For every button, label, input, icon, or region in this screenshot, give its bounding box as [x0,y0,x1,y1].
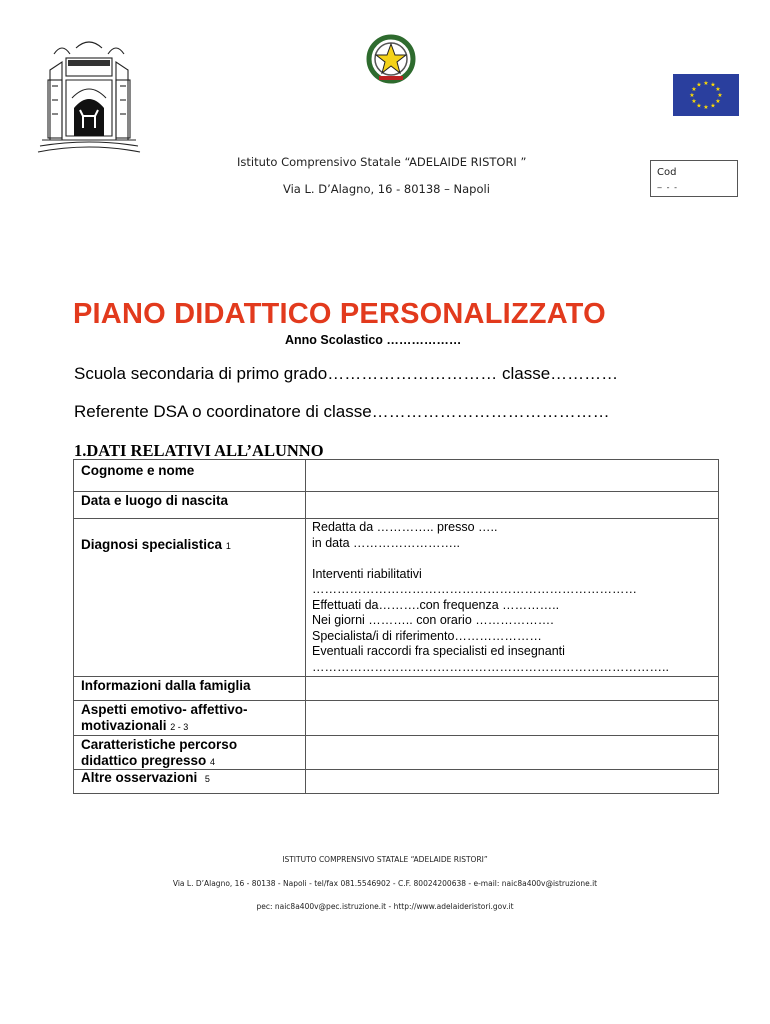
diagnosis-line: Specialista/i di riferimento………………… [312,628,542,643]
svg-text:★: ★ [710,81,716,89]
diagnosis-line: in data …………………….. [312,535,460,550]
row-label-other: Altre osservazioni 5 [81,770,210,785]
diagnosis-line: Interventi riabilitativi [312,566,422,581]
diagnosis-line: Redatta da ………….. presso ….. [312,520,498,534]
school-emblem-logo [36,40,142,158]
code-label: Cod [657,167,677,178]
svg-text:★: ★ [717,92,723,99]
svg-text:★: ★ [696,102,702,110]
row-label-family-info: Informazioni dalla famiglia [81,678,251,693]
row-label-birth: Data e luogo di nascita [81,493,229,508]
svg-text:★: ★ [691,86,697,93]
dsa-referent-field: Referente DSA o coordinatore di classe…………………………………… [74,402,610,421]
code-value: ‒ - ‐ [657,183,678,192]
italian-republic-emblem [364,32,418,86]
school-name: Istituto Comprensivo Statale “ADELAIDE RISTORI ” [237,155,527,169]
diagnosis-detail [312,520,669,675]
svg-text:★: ★ [703,80,709,87]
svg-text:★: ★ [715,86,721,93]
school-year-field: Anno Scolastico ……………… [285,333,462,347]
section-title: 1.DATI RELATIVI ALL’ALUNNO [74,441,324,460]
code-box [650,160,738,197]
svg-text:★: ★ [696,81,702,89]
document-title: PIANO DIDATTICO PERSONALIZZATO [73,298,606,330]
footer-school-name: ISTITUTO COMPRENSIVO STATALE “ADELAIDE RISTORI” [282,855,488,864]
diagnosis-line: Effettuati da……….con frequenza ………….. [312,597,560,612]
svg-text:★: ★ [715,98,721,105]
row-label-diagnosis: Diagnosi specialistica 1 [81,537,231,552]
row-label-name: Cognome e nome [81,463,195,478]
school-class-field: Scuola secondaria di primo grado………………………… classe………… [74,364,619,383]
diagnosis-line: ………………………………………………………………………….. [312,659,669,674]
diagnosis-line: Eventuali raccordi fra specialisti ed insegnanti [312,644,565,658]
svg-text:★: ★ [689,92,695,99]
student-data-table [73,459,719,794]
svg-text:★: ★ [691,98,697,105]
footer-contacts: Via L. D’Alagno, 16 - 80138 - Napoli - tel/fax 081.5546902 - C.F. 80024200638 - e-mail: naic8a400v@istruzione.it [172,879,598,888]
footer-pec-website: pec: naic8a400v@pec.istruzione.it - http://www.adelaideristori.gov.it [256,902,514,911]
school-address: Via L. D’Alagno, 16 - 80138 – Napoli [283,182,490,196]
row-label-emotional: Aspetti emotivo- affettivo- motivazionali 2 - 3 [81,702,248,733]
svg-text:★: ★ [703,104,709,111]
svg-text:★: ★ [710,102,716,110]
diagnosis-line: Nei giorni ……….. con orario ………………. [312,613,554,627]
row-label-path: Caratteristiche percorso didattico pregresso 4 [81,737,238,768]
eu-flag [673,74,739,116]
diagnosis-line: …………………………………………………………………… [312,582,637,596]
